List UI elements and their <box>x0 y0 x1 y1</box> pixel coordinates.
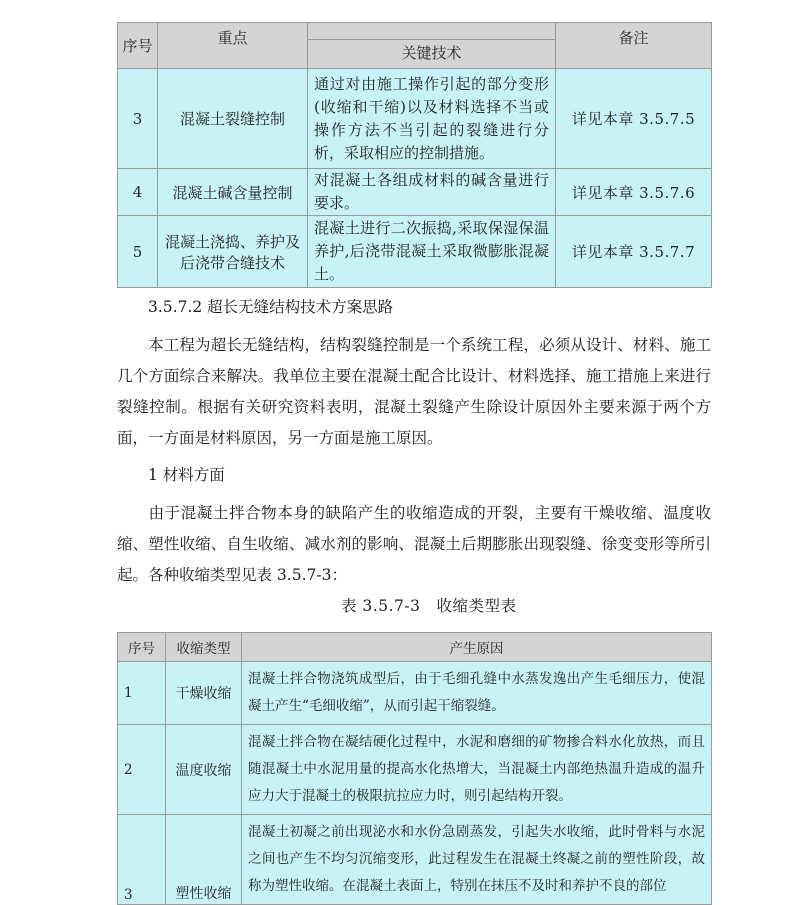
table-row <box>118 216 712 288</box>
key-technology-table <box>117 22 712 288</box>
row-note: 详见本章 3.5.7.5 <box>556 69 712 169</box>
row-type: 温度收缩 <box>166 725 242 815</box>
table-row <box>118 725 712 815</box>
table-row <box>118 69 712 169</box>
header-seq: 序号 <box>118 633 166 662</box>
row-key-tech: 通过对由施工操作引起的部分变形(收缩和干缩)以及材料选择不当或操作方法不当引起的裂缝进行分析，采取相应的控制措施。 <box>308 69 556 169</box>
row-type: 干燥收缩 <box>166 662 242 725</box>
row-key-tech: 对混凝土各组成材料的碱含量进行要求。 <box>308 169 556 216</box>
row-seq: 1 <box>118 662 166 725</box>
row-key-tech: 混凝土进行二次振捣,采取保湿保温养护,后浇带混凝土采取微膨胀混凝土。 <box>308 216 556 288</box>
paragraph-2-text: 由于混凝土拌合物本身的缺陷产生的收缩造成的开裂，主要有干燥收缩、温度收缩、塑性收缩、自生收缩、减水剂的影响、混凝土后期膨胀出现裂缝、徐变变形等所引起。各种收缩类型见表 3.5.7-3： <box>117 504 711 584</box>
table-header-row <box>118 633 712 662</box>
row-cause: 混凝土拌合物在凝结硬化过程中，水泥和磨细的矿物掺合料水化放热，而且随混凝土中水泥用量的提高水化热增大，当混凝土内部绝热温升造成的温升应力大于混凝土的极限抗拉应力时，则引起结构开裂。 <box>242 725 712 815</box>
header-key-tech-label: 关键技术 <box>308 39 555 66</box>
table-row <box>118 169 712 216</box>
table-header-row <box>118 23 712 69</box>
paragraph-1 <box>117 330 711 454</box>
header-cause: 产生原因 <box>242 633 712 662</box>
paragraph-2 <box>117 498 711 591</box>
table-row <box>118 662 712 725</box>
subheading-materials: 1 材料方面 <box>148 466 225 484</box>
row-note: 详见本章 3.5.7.6 <box>556 169 712 216</box>
header-note: 备注 <box>556 23 712 69</box>
row-cause: 混凝土拌合物浇筑成型后，由于毛细孔缝中水蒸发逸出产生毛细压力，使混凝土产生“毛细收缩”，从而引起干缩裂缝。 <box>242 662 712 725</box>
row-focus: 混凝土裂缝控制 <box>158 69 308 169</box>
row-seq: 3 <box>118 815 166 905</box>
header-focus: 重点 <box>158 23 308 69</box>
row-seq: 5 <box>118 216 158 288</box>
row-focus: 混凝土浇捣、养护及后浇带合缝技术 <box>158 216 308 288</box>
row-note: 详见本章 3.5.7.7 <box>556 216 712 288</box>
row-seq: 2 <box>118 725 166 815</box>
header-seq: 序号 <box>118 23 158 69</box>
row-cause: 混凝土初凝之前出现泌水和水份急剧蒸发，引起失水收缩，此时骨料与水泥之间也产生不均匀沉缩变形，此过程发生在混凝土终凝之前的塑性阶段，故称为塑性收缩。在混凝土表面上，特别在抹压不及时和养护不良的部位 <box>242 815 712 905</box>
shrinkage-types-table <box>117 632 712 905</box>
paragraph-1-text: 本工程为超长无缝结构，结构裂缝控制是一个系统工程，必须从设计、材料、施工几个方面综合来解决。我单位主要在混凝土配合比设计、材料选择、施工措施上来进行裂缝控制。根据有关研究资料表明，混凝土裂缝产生除设计原因外主要来源于两个方面，一方面是材料原因，另一方面是施工原因。 <box>117 336 711 447</box>
row-seq: 3 <box>118 69 158 169</box>
row-type: 塑性收缩 <box>166 815 242 905</box>
table-caption: 表 3.5.7-3 收缩类型表 <box>341 597 517 615</box>
header-type: 收缩类型 <box>166 633 242 662</box>
row-focus: 混凝土碱含量控制 <box>158 169 308 216</box>
section-heading: 3.5.7.2 超长无缝结构技术方案思路 <box>148 298 394 316</box>
table-row <box>118 815 712 905</box>
row-seq: 4 <box>118 169 158 216</box>
header-key-tech <box>308 23 556 69</box>
